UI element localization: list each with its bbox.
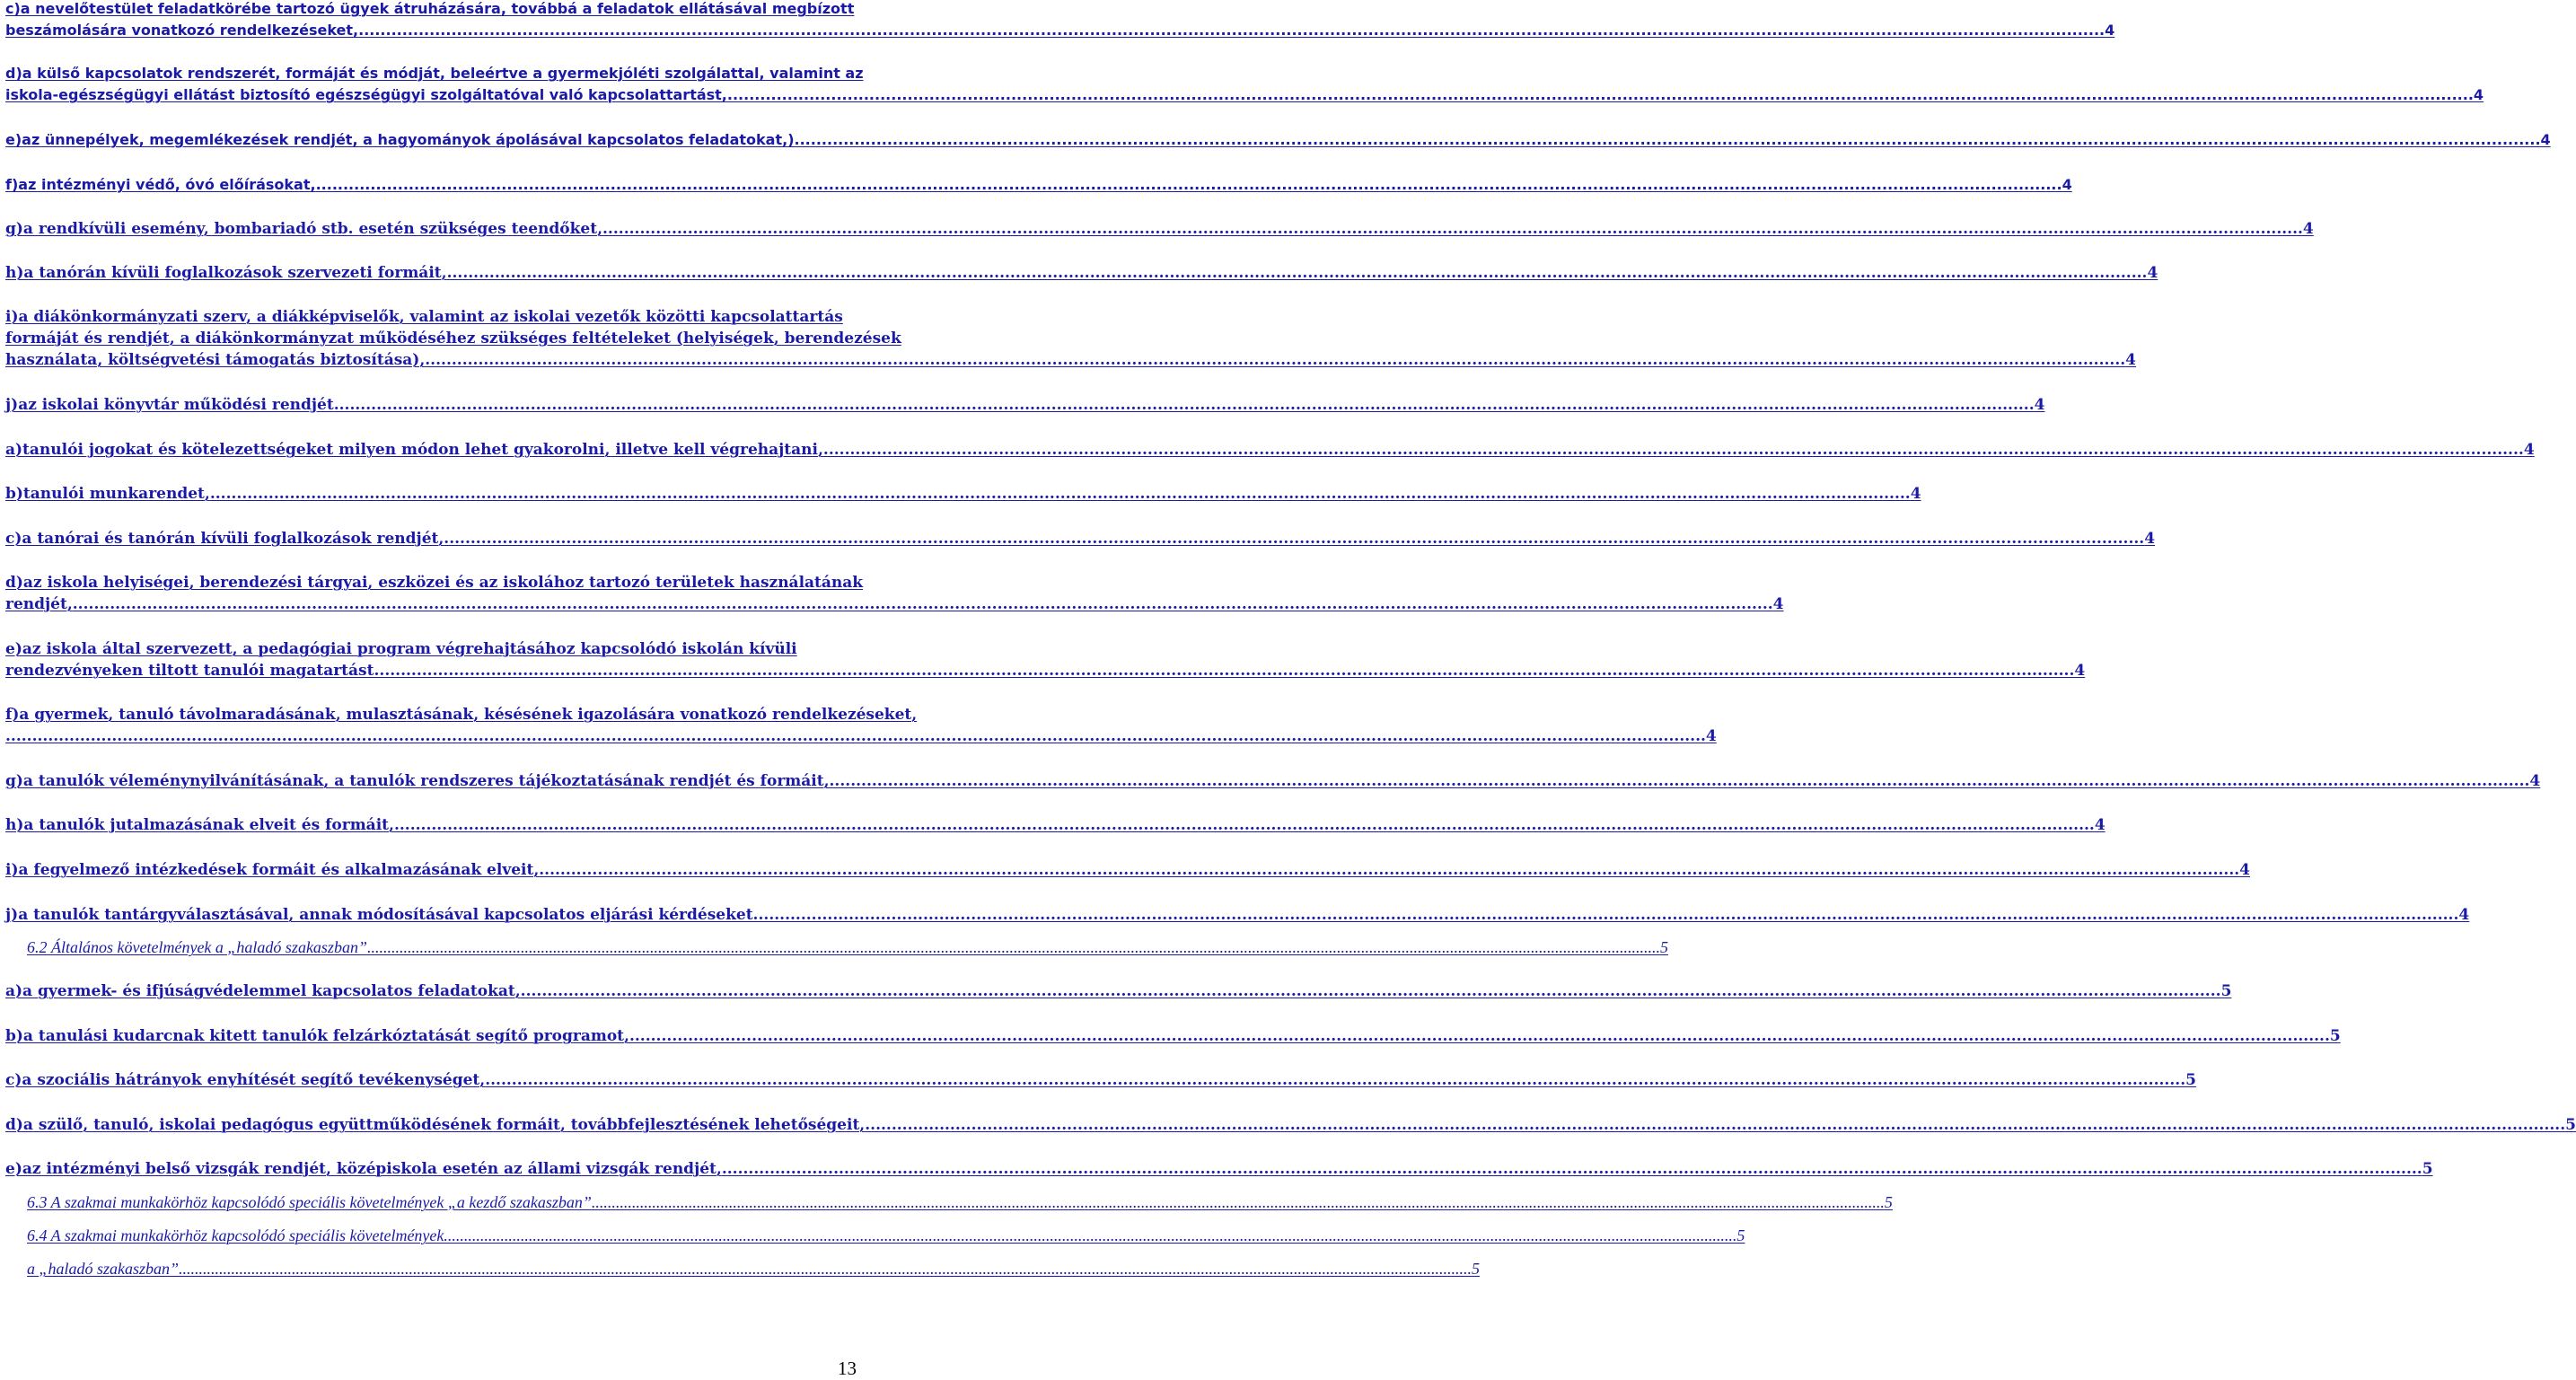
toc-entry[interactable] <box>5 770 2541 792</box>
dot-leader <box>394 814 2095 836</box>
toc-entry-title: rendjét, <box>5 595 73 613</box>
toc-page-number: 4 <box>2302 220 2314 238</box>
toc-entry-title: használata, költségvetési támogatás biztosítása), <box>5 351 426 369</box>
toc-page-number: 5 <box>1659 938 1668 956</box>
toc-entry-title: 6.2 Általános követelmények a „haladó szakaszban” <box>27 938 367 956</box>
toc-page-number: 4 <box>2540 131 2551 148</box>
toc-entry-title: f)az intézményi védő, óvó előírásokat, <box>5 176 316 193</box>
dot-leader <box>592 1191 1885 1213</box>
dot-leader <box>447 262 2148 284</box>
toc-entry[interactable] <box>5 638 2086 681</box>
toc-page-number: 4 <box>2094 816 2106 834</box>
toc-page-number: 4 <box>2125 351 2137 369</box>
toc-entry-line: d)az iskola helyiségei, berendezési tárgyai, eszközei és az iskolához tartozó területek használatának <box>5 574 864 592</box>
dot-leader <box>425 349 2125 371</box>
toc-entry[interactable] <box>5 859 2250 881</box>
toc-page-number: 5 <box>1472 1260 1481 1278</box>
toc-page-number: 4 <box>2074 662 2086 680</box>
toc-page-number: 4 <box>2523 441 2535 459</box>
toc-entry-title: j)az iskolai könyvtár működési rendjét <box>5 396 334 414</box>
toc-entry[interactable] <box>5 218 2314 240</box>
toc-section-entry[interactable] <box>27 1258 1481 1279</box>
toc-page-number: 5 <box>2220 982 2232 1000</box>
toc-entry-title: g)a tanulók véleménynyilvánításának, a tanulók rendszeres tájékoztatásának rendjét és formáit, <box>5 772 830 790</box>
toc-page-number: 5 <box>2185 1071 2196 1089</box>
toc-entry[interactable] <box>5 1025 2341 1047</box>
toc-page-number: 4 <box>1910 485 1921 503</box>
toc-entry[interactable] <box>5 129 2551 151</box>
toc-entry-line: f)a gyermek, tanuló távolmaradásának, mulasztásának, késésének igazolására vonatkozó rendelkezéseket, <box>5 706 918 724</box>
toc-section-entry[interactable] <box>27 1191 1893 1213</box>
toc-entry-title: e)az ünnepélyek, megemlékezések rendjét, a hagyományok ápolásával kapcsolatos feladatokat,) <box>5 131 795 148</box>
dot-leader <box>830 770 2530 792</box>
toc-page-number: 4 <box>2147 264 2158 282</box>
toc-entry-title: a)tanulói jogokat és kötelezettségeket milyen módon lehet gyakorolni, illetve kell végrehajtani, <box>5 441 823 459</box>
toc-entry[interactable] <box>5 1158 2433 1180</box>
toc-page-number: 4 <box>1705 727 1717 745</box>
toc-section-entry[interactable] <box>27 1225 1745 1246</box>
toc-entry[interactable] <box>5 980 2232 1002</box>
toc-entry-title: i)a fegyelmező intézkedések formáit és alkalmazásának elveit, <box>5 861 540 879</box>
toc-entry[interactable] <box>5 704 1717 747</box>
dot-leader <box>727 84 2474 106</box>
toc-entry[interactable] <box>5 528 2156 549</box>
dot-leader <box>374 660 2074 681</box>
toc-entry-line: i)a diákönkormányzati szerv, a diákképviselők, valamint az iskolai vezetők közötti kapcsolattartás <box>5 308 843 326</box>
toc-entry[interactable] <box>5 439 2535 461</box>
toc-entry-title: a)a gyermek- és ifjúságvédelemmel kapcsolatos feladatokat, <box>5 982 521 1000</box>
toc-entry-title: 6.3 A szakmai munkakörhöz kapcsolódó speciális követelmények „a kezdő szakaszban” <box>27 1193 592 1211</box>
toc-entry-title: iskola-egészségügyi ellátást biztosító egészségügyi szolgáltatóval való kapcsolattartást, <box>5 86 727 103</box>
toc-page-number: 4 <box>2473 86 2484 103</box>
dot-leader <box>758 904 2458 926</box>
toc-entry-line: c)a nevelőtestület feladatkörébe tartozó ügyek átruházására, továbbá a feladatok ellátásával megbízott <box>5 0 855 17</box>
toc-entry-title: c)a tanórai és tanórán kívüli foglalkozások rendjét, <box>5 530 444 548</box>
toc-page-number: 4 <box>2529 772 2541 790</box>
toc-entry[interactable] <box>5 306 2137 371</box>
toc-page-number: 5 <box>1884 1193 1893 1211</box>
toc-entry-title: d)a szülő, tanuló, iskolai pedagógus együttműködésének formáit, továbbfejlesztésének lehetőségeit, <box>5 1116 866 1134</box>
toc-entry[interactable] <box>5 904 2470 926</box>
toc-entry[interactable] <box>5 1069 2196 1091</box>
toc-entry-title: h)a tanulók jutalmazásának elveit és formáit, <box>5 816 394 834</box>
toc-page-number: 4 <box>2034 396 2045 414</box>
toc-page-number: 5 <box>2422 1160 2433 1178</box>
dot-leader <box>865 1114 2565 1136</box>
toc-entry-line: e)az iskola által szervezett, a pedagógiai program végrehajtásához kapcsolódó iskolán kívüli <box>5 640 797 658</box>
toc-entry-title: a „haladó szakaszban” <box>27 1260 180 1278</box>
toc-entry[interactable] <box>5 262 2158 284</box>
dot-leader <box>334 394 2035 416</box>
toc-page-number: 5 <box>1736 1226 1745 1244</box>
toc-entry-title: b)a tanulási kudarcnak kitett tanulók felzárkóztatását segítő programot, <box>5 1027 629 1045</box>
toc-entry-title: e)az intézményi belső vizsgák rendjét, középiskola esetén az állami vizsgák rendjét, <box>5 1160 722 1178</box>
toc-page-number: 4 <box>2458 906 2470 924</box>
dot-leader <box>602 218 2303 240</box>
toc-entry[interactable] <box>5 483 1921 505</box>
dot-leader <box>358 20 2105 41</box>
toc-entry-title: rendezvényeken tiltott tanulói magatartást <box>5 662 374 680</box>
toc-section-entry[interactable] <box>27 936 1668 958</box>
toc-entry[interactable] <box>5 1114 2576 1136</box>
toc-page-number: 4 <box>1772 595 1784 613</box>
toc-page-number: 5 <box>2329 1027 2341 1045</box>
dot-leader <box>210 483 1911 505</box>
dot-leader <box>367 936 1660 958</box>
toc-page-number: 4 <box>2062 176 2072 193</box>
toc-entry-title: 6.4 A szakmai munkakörhöz kapcsolódó speciális követelmények <box>27 1226 444 1244</box>
toc-entry-title: g)a rendkívüli esemény, bombariadó stb. esetén szükséges teendőket, <box>5 220 603 238</box>
toc-page-number: 5 <box>2565 1116 2576 1134</box>
toc-entry-title: beszámolására vonatkozó rendelkezéseket, <box>5 22 359 39</box>
toc-entry[interactable] <box>5 63 2484 106</box>
dot-leader <box>521 980 2221 1002</box>
toc-entry-line: d)a külső kapcsolatok rendszerét, formáját és módját, beleértve a gyermekjóléti szolgálattal, valamint az <box>5 65 864 82</box>
toc-entry[interactable] <box>5 572 1784 615</box>
toc-page-number: 4 <box>2239 861 2250 879</box>
dot-leader <box>444 1225 1736 1246</box>
toc-entry[interactable] <box>5 0 2115 41</box>
dot-leader <box>539 859 2239 881</box>
dot-leader <box>316 174 2062 196</box>
toc-entry[interactable] <box>5 394 2045 416</box>
toc-entry[interactable] <box>5 174 2072 196</box>
toc-entry-title: c)a szociális hátrányok enyhítését segítő tevékenységet, <box>5 1071 486 1089</box>
toc-page-number: 4 <box>2144 530 2156 548</box>
dot-leader <box>444 528 2144 549</box>
toc-page-number: 4 <box>2105 22 2115 39</box>
toc-entry[interactable] <box>5 814 2106 836</box>
dot-leader <box>179 1258 1472 1279</box>
page-number: 13 <box>838 1358 857 1379</box>
dot-leader <box>485 1069 2185 1091</box>
toc-entry-title: b)tanulói munkarendet, <box>5 485 210 503</box>
toc-entry-title: j)a tanulók tantárgyválasztásával, annak módosításával kapcsolatos eljárási kérdéseket. <box>5 906 759 924</box>
dot-leader <box>5 725 1706 747</box>
dot-leader <box>629 1025 2330 1047</box>
dot-leader <box>823 439 2524 461</box>
dot-leader <box>795 129 2541 151</box>
toc-entry-title: h)a tanórán kívüli foglalkozások szervezeti formáit, <box>5 264 447 282</box>
dot-leader <box>73 593 1773 615</box>
dot-leader <box>722 1158 2422 1180</box>
toc-entry-line: formáját és rendjét, a diákönkormányzat működéséhez szükséges feltételeket (helyiségek, berendezések <box>5 330 901 347</box>
